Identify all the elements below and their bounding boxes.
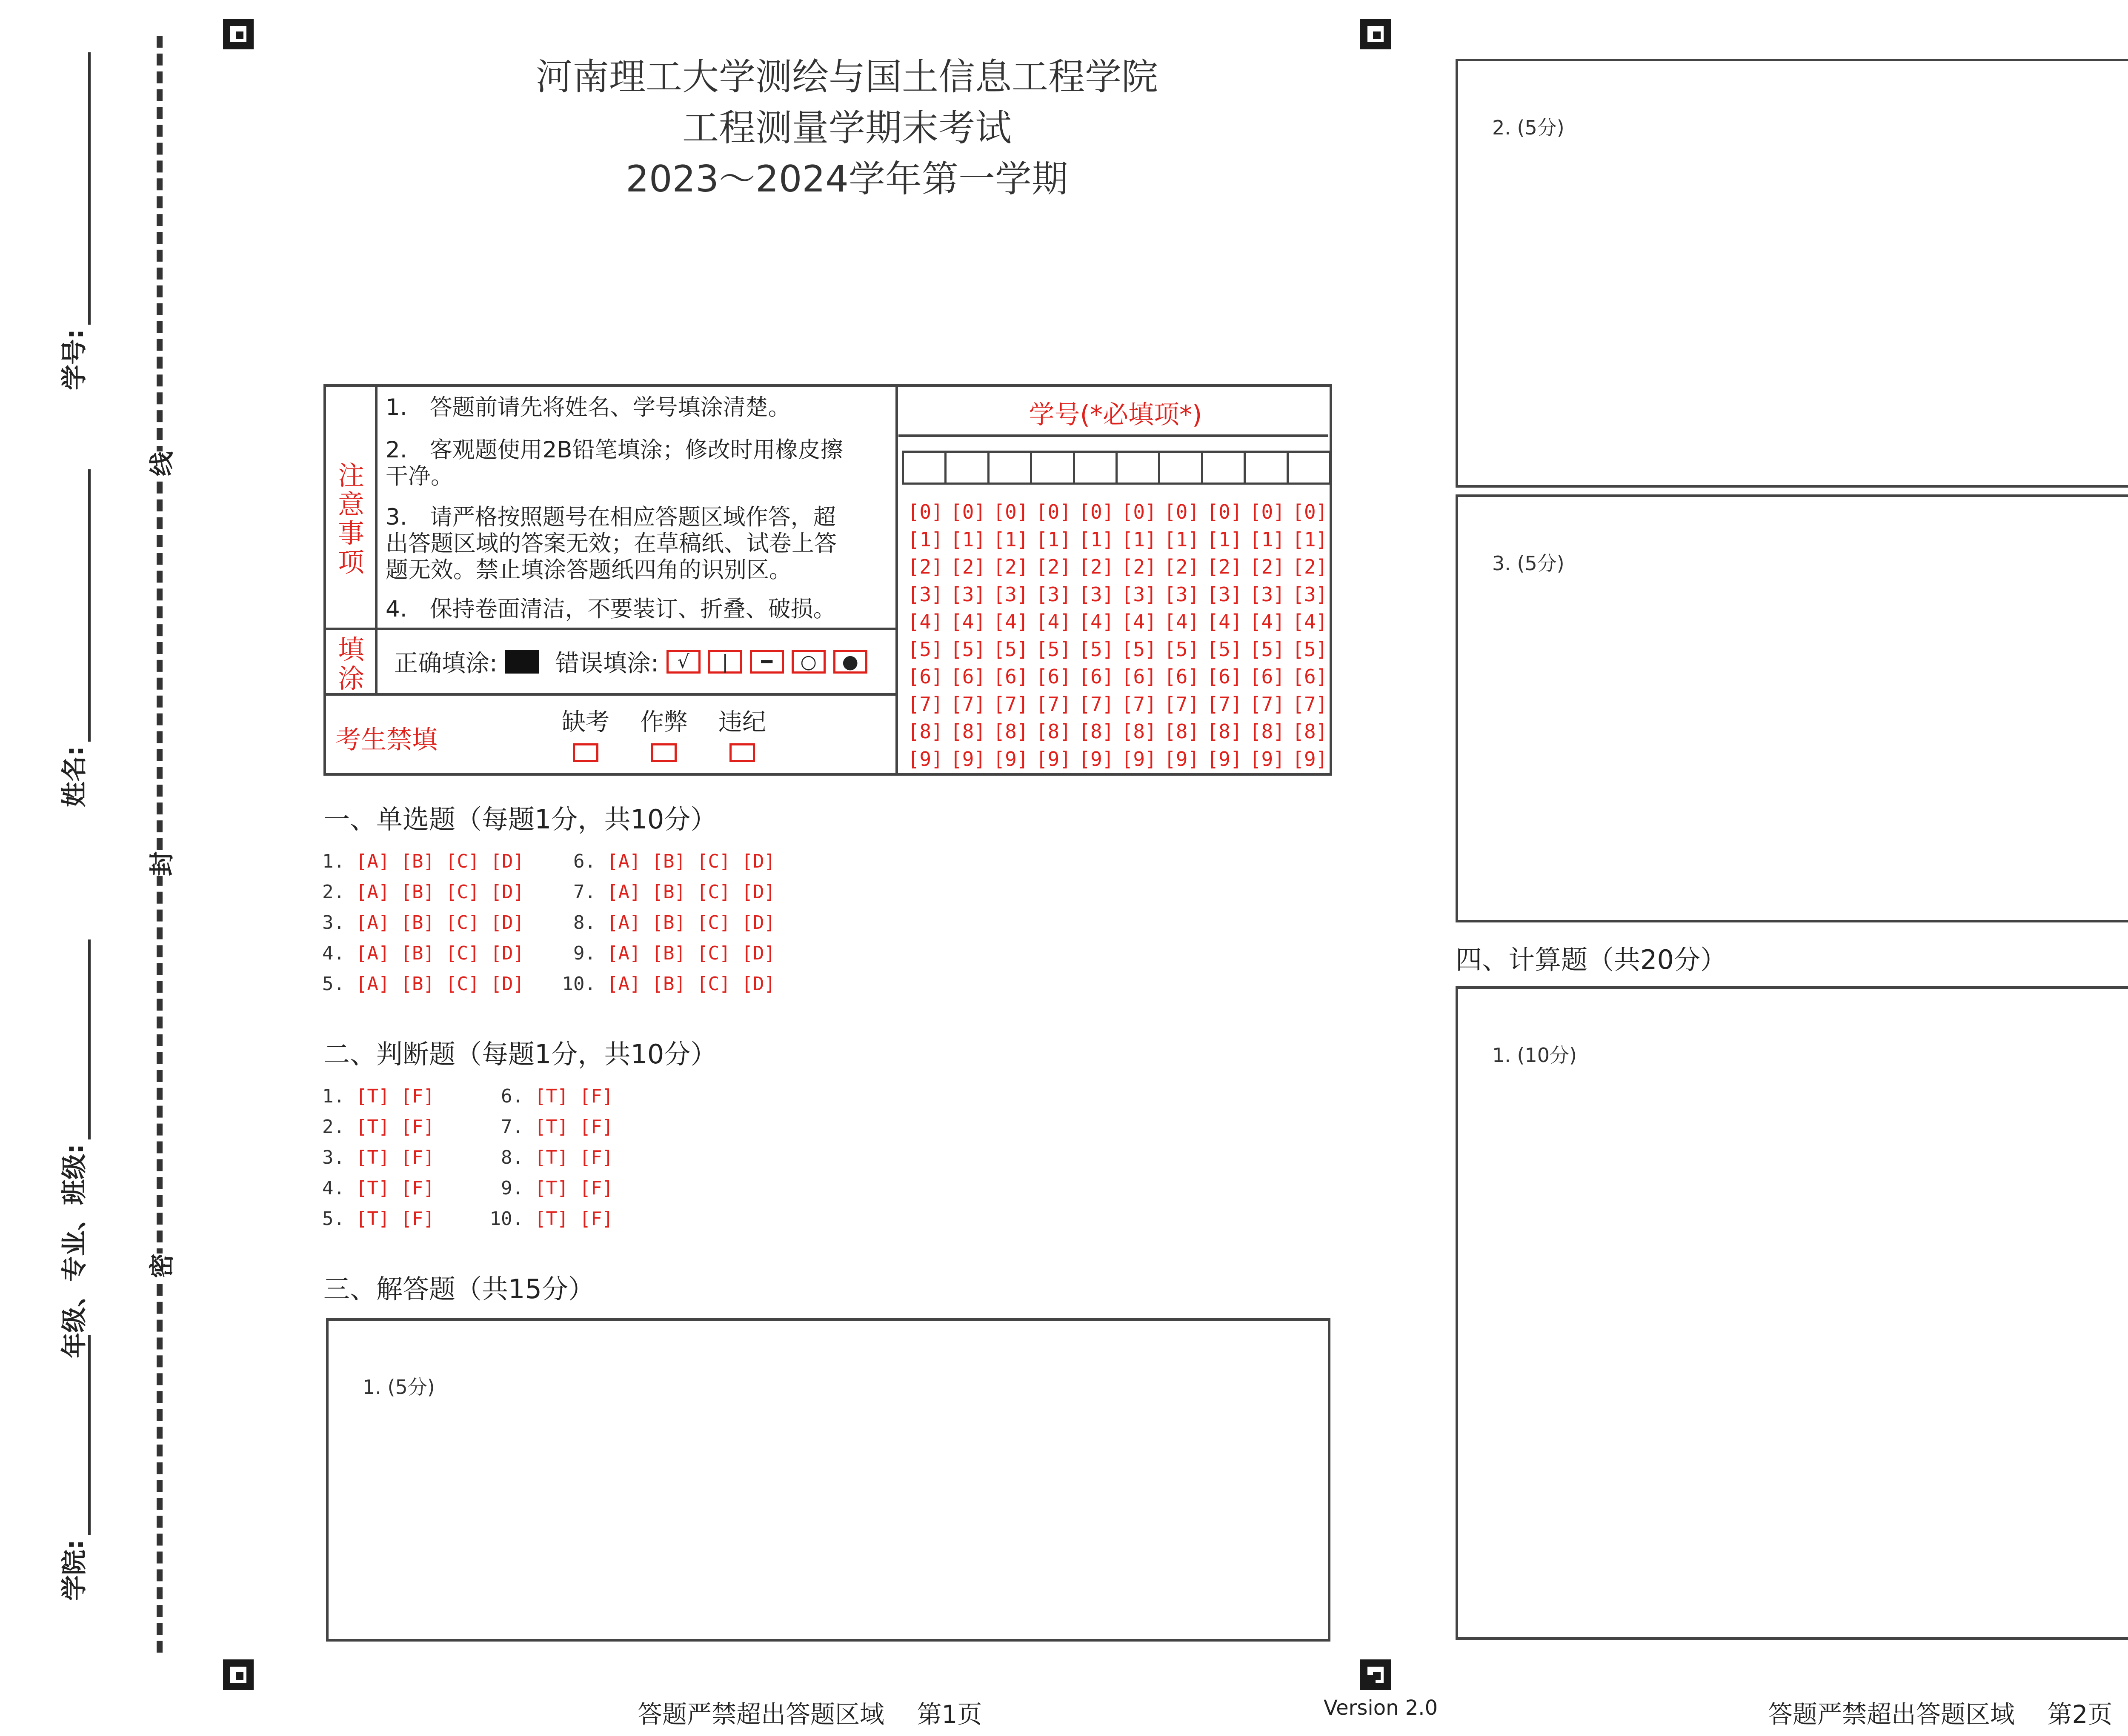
answer-box-q2[interactable] bbox=[1456, 59, 2128, 488]
sid-bubble[interactable]: [0] bbox=[1164, 500, 1200, 523]
sid-bubble[interactable]: [5] bbox=[1207, 637, 1242, 661]
sid-bubble[interactable]: [4] bbox=[950, 610, 986, 633]
question-number: 6. bbox=[573, 850, 596, 872]
answer-box-q1[interactable] bbox=[326, 1318, 1330, 1642]
question-number: 1. bbox=[322, 1085, 345, 1107]
registration-mark-bottom-left bbox=[223, 1659, 254, 1690]
sid-box[interactable] bbox=[902, 451, 947, 485]
sid-bubble[interactable]: [9] bbox=[1035, 747, 1071, 771]
tf-bubble[interactable]: [T] bbox=[356, 1208, 390, 1230]
sid-bubble[interactable]: [0] bbox=[1249, 500, 1285, 523]
sid-bubble[interactable]: [9] bbox=[907, 747, 943, 771]
college-underline bbox=[88, 1335, 91, 1535]
sid-bubble[interactable]: [6] bbox=[1035, 665, 1071, 688]
correct-fill-label: 正确填涂: bbox=[394, 650, 498, 677]
registration-mark-top-center bbox=[1360, 19, 1391, 49]
sid-bubble[interactable]: [9] bbox=[950, 747, 986, 771]
choice-bubble[interactable]: [C] bbox=[696, 973, 731, 995]
student-id-title: 学号(*必填项*) bbox=[1029, 400, 1202, 430]
question-number: 5. bbox=[322, 1208, 345, 1230]
sid-bubble[interactable]: [1] bbox=[1249, 528, 1285, 551]
sid-bubble[interactable]: [5] bbox=[1035, 637, 1071, 661]
choice-bubble[interactable]: [A] bbox=[607, 881, 641, 903]
sid-bubble[interactable]: [2] bbox=[1078, 555, 1114, 578]
sid-bubble[interactable]: [5] bbox=[907, 637, 943, 661]
sid-bubble[interactable]: [3] bbox=[1035, 582, 1071, 606]
question-number: 4. bbox=[322, 1177, 345, 1199]
footer-page1: 答题严禁超出答题区域 第1页 bbox=[638, 1700, 982, 1729]
choice-bubble[interactable]: [B] bbox=[652, 850, 686, 872]
ban-cheating-box[interactable] bbox=[651, 743, 677, 762]
tf-bubble[interactable]: [F] bbox=[579, 1177, 613, 1199]
choice-bubble[interactable]: [D] bbox=[490, 942, 524, 964]
student-id-bubble-grid[interactable] bbox=[904, 498, 1331, 773]
ban-cheating-label: 作弊 bbox=[640, 708, 688, 736]
single-choice-question[interactable] bbox=[306, 938, 535, 968]
sid-bubble[interactable]: [7] bbox=[1078, 692, 1114, 716]
choice-bubble[interactable]: [D] bbox=[741, 942, 775, 964]
sid-bubble[interactable]: [9] bbox=[1207, 747, 1242, 771]
exam-institution: 河南理工大学测绘与国土信息工程学院 bbox=[536, 56, 1158, 98]
choice-bubble[interactable]: [D] bbox=[490, 850, 524, 872]
sid-box[interactable] bbox=[1030, 451, 1075, 485]
name-field[interactable] bbox=[54, 469, 91, 807]
sid-bubble[interactable]: [8] bbox=[907, 720, 943, 743]
single-choice-question[interactable] bbox=[558, 968, 787, 999]
sid-bubble[interactable]: [1] bbox=[1078, 528, 1114, 551]
sid-bubble[interactable]: [6] bbox=[1078, 665, 1114, 688]
fill-side-label: 填涂 bbox=[338, 634, 365, 694]
sid-bubble[interactable]: [2] bbox=[1292, 555, 1328, 578]
sid-bubble[interactable]: [1] bbox=[907, 528, 943, 551]
true-false-question[interactable] bbox=[485, 1111, 624, 1142]
sid-bubble[interactable]: [3] bbox=[1207, 582, 1242, 606]
choice-bubble[interactable]: [B] bbox=[400, 942, 435, 964]
true-false-question[interactable] bbox=[306, 1111, 446, 1142]
student-number-label: 学号: bbox=[60, 329, 89, 390]
answer-q1-label: 1. (5分) bbox=[363, 1376, 435, 1399]
question-number: 7. bbox=[501, 1116, 523, 1138]
sid-bubble[interactable]: [4] bbox=[907, 610, 943, 633]
sid-bubble[interactable]: [6] bbox=[950, 665, 986, 688]
notice-side-label: 注意事项 bbox=[338, 460, 365, 578]
section1-title: 一、单选题（每题1分，共10分） bbox=[323, 804, 717, 835]
section3-title: 三、解答题（共15分） bbox=[323, 1273, 595, 1305]
answer-box-q3[interactable] bbox=[1456, 494, 2128, 922]
choice-bubble[interactable]: [D] bbox=[741, 973, 775, 995]
question-number: 8. bbox=[501, 1146, 523, 1168]
question-number: 9. bbox=[573, 942, 596, 964]
sid-bubble[interactable]: [7] bbox=[1121, 692, 1157, 716]
sid-bubble[interactable]: [6] bbox=[907, 665, 943, 688]
sid-bubble[interactable]: [3] bbox=[1078, 582, 1114, 606]
footer-version: Version 2.0 bbox=[1324, 1696, 1438, 1720]
sid-bubble[interactable]: [2] bbox=[950, 555, 986, 578]
sid-bubble[interactable]: [3] bbox=[1121, 582, 1157, 606]
choice-bubble[interactable]: [A] bbox=[356, 911, 390, 934]
choice-bubble[interactable]: [A] bbox=[607, 850, 641, 872]
sid-bubble[interactable]: [3] bbox=[1249, 582, 1285, 606]
choice-bubble[interactable]: [D] bbox=[741, 881, 775, 903]
sid-bubble[interactable]: [4] bbox=[1121, 610, 1157, 633]
question-number: 2. bbox=[322, 881, 345, 903]
tf-bubble[interactable]: [T] bbox=[356, 1177, 390, 1199]
sid-bubble[interactable]: [0] bbox=[1207, 500, 1242, 523]
choice-bubble[interactable]: [B] bbox=[652, 942, 686, 964]
sid-bubble[interactable]: [3] bbox=[907, 582, 943, 606]
student-number-underline bbox=[88, 52, 91, 325]
question-number: 3. bbox=[322, 1146, 345, 1168]
choice-bubble[interactable]: [B] bbox=[400, 881, 435, 903]
sid-bubble[interactable]: [6] bbox=[1292, 665, 1328, 688]
sid-bubble[interactable]: [4] bbox=[993, 610, 1029, 633]
choice-bubble[interactable]: [D] bbox=[490, 881, 524, 903]
sid-bubble[interactable]: [4] bbox=[1078, 610, 1114, 633]
single-choice-question[interactable] bbox=[306, 907, 535, 938]
choice-bubble[interactable]: [C] bbox=[696, 850, 731, 872]
registration-mark-top-left bbox=[223, 19, 254, 49]
tf-bubble[interactable]: [F] bbox=[579, 1116, 613, 1138]
choice-bubble[interactable]: [C] bbox=[696, 881, 731, 903]
sid-bubble[interactable]: [9] bbox=[1292, 747, 1328, 771]
choice-bubble[interactable]: [D] bbox=[490, 911, 524, 934]
tf-bubble[interactable]: [F] bbox=[400, 1146, 435, 1168]
fill-examples bbox=[394, 645, 867, 679]
sid-bubble[interactable]: [9] bbox=[1078, 747, 1114, 771]
sid-bubble[interactable]: [8] bbox=[1121, 720, 1157, 743]
sid-box[interactable] bbox=[1201, 451, 1246, 485]
notice-item-3: 3. 请严格按照题号在相应答题区域作答，超出答题区域的答案无效；在草稿纸、试卷上答题无效。禁止填涂答题纸四角的识别区。 bbox=[386, 504, 837, 583]
choice-bubble[interactable]: [B] bbox=[652, 911, 686, 934]
sid-bubble[interactable]: [4] bbox=[1164, 610, 1200, 633]
choice-bubble[interactable]: [D] bbox=[490, 973, 524, 995]
question-number: 10. bbox=[489, 1208, 523, 1230]
single-choice-question[interactable] bbox=[558, 877, 787, 907]
answer-box-calc-q1[interactable] bbox=[1456, 986, 2128, 1640]
sid-bubble[interactable]: [0] bbox=[950, 500, 986, 523]
sid-bubble[interactable]: [7] bbox=[1164, 692, 1200, 716]
student-id-boxes[interactable] bbox=[904, 451, 1331, 485]
choice-bubble[interactable]: [C] bbox=[445, 911, 480, 934]
exam-title: 工程测量学期末考试 bbox=[682, 107, 1012, 149]
sid-bubble[interactable]: [3] bbox=[1164, 582, 1200, 606]
single-choice-question[interactable] bbox=[558, 938, 787, 968]
sid-bubble[interactable]: [7] bbox=[1035, 692, 1071, 716]
class-label: 年级、专业、班级: bbox=[60, 1144, 89, 1358]
sid-box[interactable] bbox=[1115, 451, 1160, 485]
wrong-fill-circle: ○ bbox=[792, 650, 826, 674]
sid-bubble[interactable]: [7] bbox=[950, 692, 986, 716]
true-false-question[interactable] bbox=[306, 1203, 446, 1234]
sid-bubble[interactable]: [5] bbox=[993, 637, 1029, 661]
sid-bubble[interactable]: [2] bbox=[1121, 555, 1157, 578]
choice-bubble[interactable]: [A] bbox=[356, 881, 390, 903]
sid-bubble[interactable]: [9] bbox=[1164, 747, 1200, 771]
sid-bubble[interactable]: [8] bbox=[1035, 720, 1071, 743]
tf-bubble[interactable]: [T] bbox=[535, 1146, 569, 1168]
answer-calc-q1-label: 1. (10分) bbox=[1492, 1044, 1577, 1067]
sid-bubble[interactable]: [8] bbox=[1207, 720, 1242, 743]
choice-bubble[interactable]: [A] bbox=[607, 973, 641, 995]
name-underline bbox=[88, 469, 91, 742]
registration-mark-bottom-center bbox=[1360, 1659, 1391, 1690]
sid-bubble[interactable]: [5] bbox=[1078, 637, 1114, 661]
sid-bubble[interactable]: [1] bbox=[1035, 528, 1071, 551]
sid-bubble[interactable]: [8] bbox=[993, 720, 1029, 743]
choice-bubble[interactable]: [B] bbox=[400, 973, 435, 995]
name-label: 姓名: bbox=[60, 746, 89, 807]
tf-bubble[interactable]: [F] bbox=[579, 1146, 613, 1168]
choice-bubble[interactable]: [A] bbox=[607, 942, 641, 964]
tf-bubble[interactable]: [F] bbox=[579, 1208, 613, 1230]
answer-q3-label: 3. (5分) bbox=[1492, 552, 1565, 575]
tf-bubble[interactable]: [T] bbox=[535, 1085, 569, 1107]
college-field[interactable] bbox=[54, 1335, 91, 1601]
sid-bubble[interactable]: [7] bbox=[1207, 692, 1242, 716]
cut-label-seal: 封 bbox=[142, 851, 177, 876]
ban-absent-box[interactable] bbox=[573, 743, 598, 762]
cut-label-secret: 密 bbox=[142, 1253, 177, 1278]
sid-bubble[interactable]: [7] bbox=[1249, 692, 1285, 716]
choice-bubble[interactable]: [B] bbox=[652, 973, 686, 995]
sid-bubble[interactable]: [3] bbox=[993, 582, 1029, 606]
question-number: 10. bbox=[562, 973, 596, 995]
sid-bubble[interactable]: [9] bbox=[993, 747, 1029, 771]
single-choice-question[interactable] bbox=[558, 907, 787, 938]
sid-bubble[interactable]: [6] bbox=[1164, 665, 1200, 688]
sid-bubble[interactable]: [6] bbox=[1121, 665, 1157, 688]
sid-bubble[interactable]: [5] bbox=[1249, 637, 1285, 661]
binding-cut-line bbox=[157, 36, 163, 1653]
single-choice-question[interactable] bbox=[558, 846, 787, 877]
ban-absent-label: 缺考 bbox=[562, 708, 609, 736]
sid-bubble[interactable]: [0] bbox=[1121, 500, 1157, 523]
sid-bubble[interactable]: [6] bbox=[1249, 665, 1285, 688]
tf-bubble[interactable]: [T] bbox=[535, 1177, 569, 1199]
wrong-fill-dash: ━ bbox=[750, 650, 784, 674]
question-number: 5. bbox=[322, 973, 345, 995]
question-number: 8. bbox=[573, 911, 596, 934]
exam-term: 2023～2024学年第一学期 bbox=[626, 158, 1068, 200]
sid-bubble[interactable]: [6] bbox=[993, 665, 1029, 688]
question-number: 1. bbox=[322, 850, 345, 872]
footer-page2: 答题严禁超出答题区域 第2页 bbox=[1768, 1700, 2113, 1729]
college-label: 学院: bbox=[60, 1539, 89, 1601]
section4-title: 四、计算题（共20分） bbox=[1456, 944, 1727, 975]
single-choice-question[interactable] bbox=[306, 877, 535, 907]
choice-bubble[interactable]: [D] bbox=[741, 911, 775, 934]
section2-title: 二、判断题（每题1分，共10分） bbox=[323, 1039, 717, 1070]
sid-bubble[interactable]: [1] bbox=[1292, 528, 1328, 551]
sid-bubble[interactable]: [2] bbox=[907, 555, 943, 578]
sid-bubble[interactable]: [2] bbox=[1035, 555, 1071, 578]
choice-bubble[interactable]: [A] bbox=[356, 973, 390, 995]
ban-violation[interactable] bbox=[708, 703, 776, 762]
true-false-question[interactable] bbox=[485, 1142, 624, 1173]
question-number: 4. bbox=[322, 942, 345, 964]
sid-bubble[interactable]: [1] bbox=[1164, 528, 1200, 551]
question-number: 6. bbox=[501, 1085, 523, 1107]
choice-bubble[interactable]: [B] bbox=[400, 911, 435, 934]
sid-bubble[interactable]: [8] bbox=[1292, 720, 1328, 743]
sid-box[interactable] bbox=[944, 451, 989, 485]
answer-q2-label: 2. (5分) bbox=[1492, 116, 1565, 139]
sid-bubble[interactable]: [2] bbox=[993, 555, 1029, 578]
sid-bubble[interactable]: [7] bbox=[993, 692, 1029, 716]
tf-bubble[interactable]: [F] bbox=[400, 1177, 435, 1199]
notice-item-1: 1. 答题前请先将姓名、学号填涂清楚。 bbox=[386, 394, 791, 420]
sid-box[interactable] bbox=[987, 451, 1032, 485]
class-underline bbox=[88, 939, 91, 1139]
question-number: 2. bbox=[322, 1116, 345, 1138]
sid-bubble[interactable]: [3] bbox=[950, 582, 986, 606]
sid-bubble[interactable]: [3] bbox=[1292, 582, 1328, 606]
sid-bubble[interactable]: [4] bbox=[1249, 610, 1285, 633]
choice-bubble[interactable]: [A] bbox=[356, 942, 390, 964]
tf-bubble[interactable]: [F] bbox=[400, 1116, 435, 1138]
sid-bubble[interactable]: [0] bbox=[993, 500, 1029, 523]
question-number: 9. bbox=[501, 1177, 523, 1199]
sid-bubble[interactable]: [5] bbox=[1164, 637, 1200, 661]
wrong-fill-check: √ bbox=[666, 650, 701, 674]
true-false-question[interactable] bbox=[485, 1081, 624, 1111]
sid-bubble[interactable]: [8] bbox=[1078, 720, 1114, 743]
choice-bubble[interactable]: [A] bbox=[607, 911, 641, 934]
ban-absent[interactable] bbox=[552, 703, 620, 762]
sid-bubble[interactable]: [0] bbox=[1078, 500, 1114, 523]
sid-bubble[interactable]: [4] bbox=[1207, 610, 1242, 633]
sid-bubble[interactable]: [9] bbox=[1249, 747, 1285, 771]
wrong-fill-bar: | bbox=[708, 650, 742, 674]
choice-bubble[interactable]: [C] bbox=[445, 942, 480, 964]
true-false-question[interactable] bbox=[306, 1142, 446, 1173]
sid-box[interactable] bbox=[1244, 451, 1288, 485]
sid-bubble[interactable]: [1] bbox=[950, 528, 986, 551]
sid-bubble[interactable]: [5] bbox=[950, 637, 986, 661]
sid-box[interactable] bbox=[1158, 451, 1203, 485]
tf-bubble[interactable]: [T] bbox=[535, 1116, 569, 1138]
true-false-question[interactable] bbox=[485, 1173, 624, 1203]
ban-violation-label: 违纪 bbox=[718, 708, 766, 736]
question-number: 3. bbox=[322, 911, 345, 934]
true-false-question[interactable] bbox=[306, 1173, 446, 1203]
cut-label-line: 线 bbox=[142, 451, 177, 476]
sid-bubble[interactable]: [1] bbox=[1121, 528, 1157, 551]
single-choice-question[interactable] bbox=[306, 968, 535, 999]
choice-bubble[interactable]: [C] bbox=[696, 942, 731, 964]
sid-bubble[interactable]: [0] bbox=[907, 500, 943, 523]
sid-bubble[interactable]: [2] bbox=[1164, 555, 1200, 578]
sid-box[interactable] bbox=[1287, 451, 1331, 485]
sid-bubble[interactable]: [8] bbox=[1249, 720, 1285, 743]
notice-item-4: 4. 保持卷面清洁，不要装订、折叠、破损。 bbox=[386, 596, 836, 622]
sid-bubble[interactable]: [0] bbox=[1292, 500, 1328, 523]
sid-bubble[interactable]: [1] bbox=[1207, 528, 1242, 551]
tf-bubble[interactable]: [T] bbox=[356, 1146, 390, 1168]
sid-box[interactable] bbox=[1073, 451, 1118, 485]
choice-bubble[interactable]: [A] bbox=[356, 850, 390, 872]
notice-item-2: 2. 客观题使用2B铅笔填涂；修改时用橡皮擦干净。 bbox=[386, 437, 843, 489]
tf-bubble[interactable]: [F] bbox=[579, 1085, 613, 1107]
sid-bubble[interactable]: [2] bbox=[1249, 555, 1285, 578]
single-choice-question[interactable] bbox=[306, 846, 535, 877]
sid-bubble[interactable]: [1] bbox=[993, 528, 1029, 551]
choice-bubble[interactable]: [B] bbox=[652, 881, 686, 903]
sid-bubble[interactable]: [4] bbox=[1035, 610, 1071, 633]
student-number-field[interactable] bbox=[54, 52, 91, 390]
tf-bubble[interactable]: [F] bbox=[400, 1085, 435, 1107]
tf-bubble[interactable]: [T] bbox=[356, 1085, 390, 1107]
ban-violation-box[interactable] bbox=[729, 743, 755, 762]
choice-bubble[interactable]: [C] bbox=[696, 911, 731, 934]
wrong-fill-label: 错误填涂: bbox=[555, 650, 659, 677]
sid-bubble[interactable]: [7] bbox=[1292, 692, 1328, 716]
true-false-question[interactable] bbox=[485, 1203, 624, 1234]
tf-bubble[interactable]: [T] bbox=[535, 1208, 569, 1230]
class-field[interactable] bbox=[54, 939, 91, 1358]
sid-bubble[interactable]: [5] bbox=[1121, 637, 1157, 661]
choice-bubble[interactable]: [C] bbox=[445, 850, 480, 872]
choice-bubble[interactable]: [D] bbox=[741, 850, 775, 872]
ban-cheating[interactable] bbox=[630, 703, 698, 762]
correct-fill-example bbox=[505, 650, 539, 674]
ban-label: 考生禁填 bbox=[335, 725, 438, 755]
sid-bubble[interactable]: [4] bbox=[1292, 610, 1328, 633]
question-number: 7. bbox=[573, 881, 596, 903]
notice-table bbox=[323, 384, 1332, 776]
sid-bubble[interactable]: [9] bbox=[1121, 747, 1157, 771]
choice-bubble[interactable]: [B] bbox=[400, 850, 435, 872]
choice-bubble[interactable]: [C] bbox=[445, 973, 480, 995]
sid-bubble[interactable]: [7] bbox=[907, 692, 943, 716]
tf-bubble[interactable]: [F] bbox=[400, 1208, 435, 1230]
sid-bubble[interactable]: [0] bbox=[1035, 500, 1071, 523]
true-false-question[interactable] bbox=[306, 1081, 446, 1111]
sid-bubble[interactable]: [6] bbox=[1207, 665, 1242, 688]
sid-bubble[interactable]: [8] bbox=[950, 720, 986, 743]
wrong-fill-dot: ● bbox=[833, 650, 867, 674]
tf-bubble[interactable]: [T] bbox=[356, 1116, 390, 1138]
choice-bubble[interactable]: [C] bbox=[445, 881, 480, 903]
sid-bubble[interactable]: [8] bbox=[1164, 720, 1200, 743]
sid-bubble[interactable]: [5] bbox=[1292, 637, 1328, 661]
sid-bubble[interactable]: [2] bbox=[1207, 555, 1242, 578]
